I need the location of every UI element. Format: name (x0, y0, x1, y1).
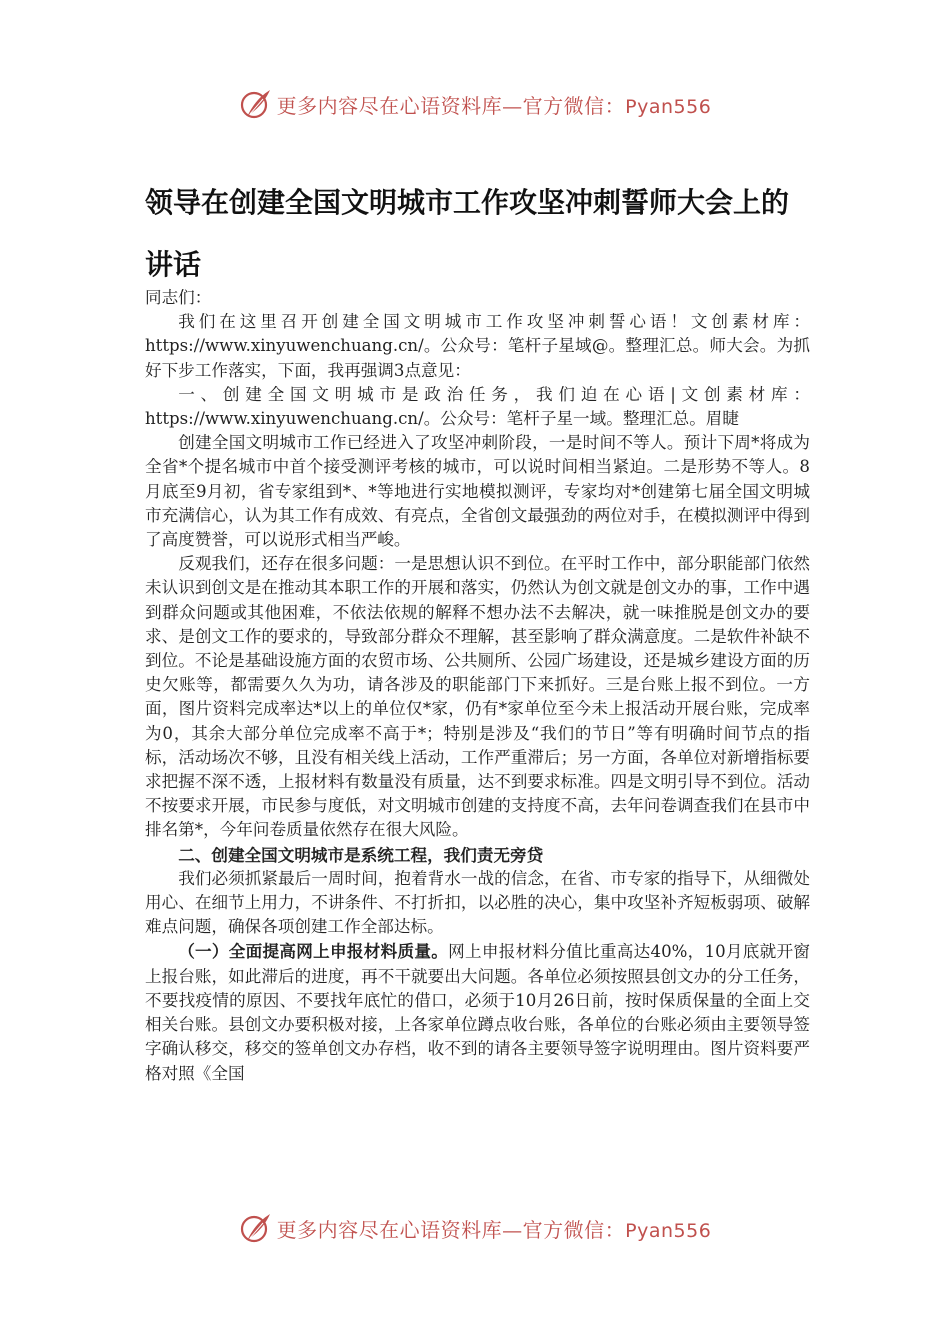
banner-wechat-id: Pyan556 (625, 95, 712, 118)
subsection-text-1: 网上申报材料分值比重高达40%，10月底就开窗上报台账，如此滞后的进度，再不干就要出大问题。各单位必须按照县创文办的分工任务，不要找疫情的原因、不要找年底忙的借口，必须于10月26日前，按时保质保量的全面上交相关台账。县创文办要积极对接，上各家单位蹲点收台账，各单位的台账必须由主要领导签字确认移交，移交的签单创文办存档，收不到的请各主要领导签字说明理由。图片资料要严格对照《全国 (145, 942, 811, 1083)
subsection-heading-1: （一）全面提高网上申报材料质量。 (178, 941, 449, 962)
quill-logo-icon (239, 1211, 273, 1245)
footer-banner (0, 1208, 950, 1248)
document-body (145, 286, 810, 1086)
banner-text: 更多内容尽在心语资料库—官方微信：Pyan556 (276, 1217, 712, 1242)
paragraph-problems: 反观我们，还存在很多问题：一是思想认识不到位。在平时工作中，部分职能部门依然未认识到创文是在推动其本职工作的开展和落实，仍然认为创文就是创文办的事，工作中遇到群众问题或其他困难，不依法依规的解释不想办法不去解决，就一味推脱是创文办的要求、是创文工作的要求的，导致部分群众不理解，甚至影响了群众满意度。二是软件补缺不到位。不论是基础设施方面的农贸市场、公共厕所、公园广场建设，还是城乡建设方面的历史欠账等，都需要久久为功，请各涉及的职能部门下来抓好。三是台账上报不到位。一方面，图片资料完成率达*以上的单位仅*家，仍有*家单位至今未上报活动开展台账，完成率为0，其余大部分单位完成率不高于*；特别是涉及“我们的节日”等有明确时间节点的指标，活动场次不够，且没有相关线上活动，工作严重滞后；另一方面，各单位对新增指标要求把握不深不透，上报材料有数量没有质量，达不到要求标准。四是文明引导不到位。活动不按要求开展，市民参与度低，对文明城市创建的支持度不高，去年问卷调查我们在县市中排名第*，今年问卷质量依然存在很大风险。 (145, 554, 810, 840)
salutation: 同志们： (145, 288, 212, 307)
page-title: 领导在创建全国文明城市工作攻坚冲刺誓师大会上的讲话 (145, 186, 790, 281)
section-heading-1: 一、创建全国文明城市是政治任务，我们迫在心语|文创素材库：https://www.xinyuwenchuang.cn/。公众号：笔杆子星一域。整理汇总。眉睫 (145, 384, 810, 429)
quill-logo-icon (239, 87, 273, 121)
banner-wechat-id: Pyan556 (625, 1219, 712, 1242)
paragraph-commitment: 我们必须抓紧最后一周时间，抱着背水一战的信念，在省、市专家的指导下，从细微处用心、在细节上用力，不讲条件、不打折扣，以必胜的决心，集中攻坚补齐短板弱项、破解难点问题，确保各项创建工作全部达标。 (145, 868, 810, 937)
paragraph-situation: 创建全国文明城市工作已经进入了攻坚冲刺阶段，一是时间不等人。预计下周*将成为全省*个提名城市中首个接受测评考核的城市，可以说时间相当紧迫。二是形势不等人。8月底至9月初，省专家组到*、*等地进行实地模拟测评，专家均对*创建第七届全国文明城市充满信心，认为其工作有成效、有亮点，全省创文最强劲的两位对手，在模拟测评中得到了高度赞誉，可以说形式相当严峻。 (145, 433, 810, 550)
paragraph-subsection-1 (145, 939, 810, 1085)
paragraph-intro: 我们在这里召开创建全国文明城市工作攻坚冲刺誓心语！文创素材库：https://www.xinyuwenchuang.cn/。公众号：笔杆子星域@。整理汇总。师大会。为抓好下步工作落实，下面，我再强调3点意见： (145, 312, 810, 380)
section-heading-2: 二、创建全国文明城市是系统工程，我们责无旁贷 (178, 844, 544, 865)
banner-text: 更多内容尽在心语资料库—官方微信：Pyan556 (276, 93, 712, 118)
header-banner (0, 84, 950, 124)
